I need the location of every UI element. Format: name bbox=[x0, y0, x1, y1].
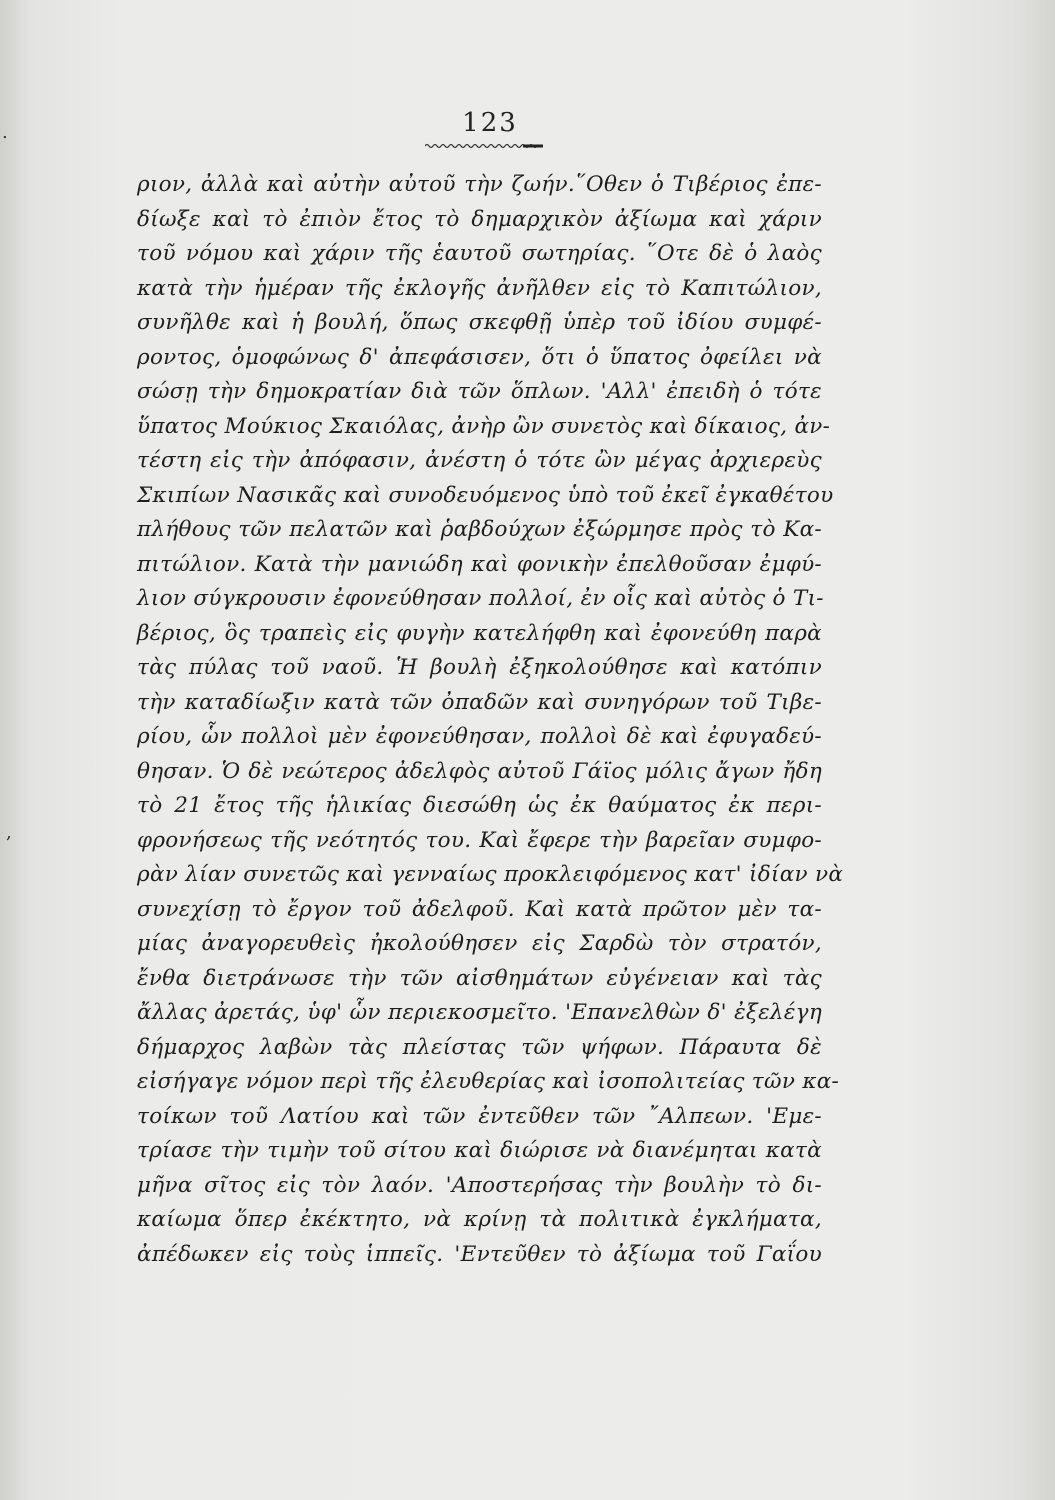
text-line: τὸ 21 ἔτος τῆς ἡλικίας διεσώθη ὡς ἐκ θαύματος ἐκ περι- bbox=[137, 793, 822, 818]
text-line: τοῦ νόμου καὶ χάριν τῆς ἑαυτοῦ σωτηρίας. ῞Οτε δὲ ὁ λαὸς bbox=[137, 241, 822, 266]
text-line: ὕπατος Μούκιος Σκαιόλας, ἀνὴρ ὢν συνετὸς καὶ δίκαιος, ἀν- bbox=[137, 413, 831, 439]
margin-mark-top: . bbox=[2, 122, 8, 143]
text-line: πλήθους τῶν πελατῶν καὶ ῥαβδούχων ἐξώρμησε πρὸς τὸ Κα- bbox=[137, 517, 822, 542]
text-line: τὰς πύλας τοῦ ναοῦ. Ἡ βουλὴ ἐξηκολούθησε καὶ κατόπιν bbox=[137, 655, 822, 680]
text-line: κατὰ τὴν ἡμέραν τῆς ἐκλογῆς ἀνῆλθεν εἰς τὸ Καπιτώλιον, bbox=[137, 275, 822, 301]
text-line: δίωξε καὶ τὸ ἐπιὸν ἔτος τὸ δημαρχικὸν ἀξίωμα καὶ χάριν bbox=[137, 206, 822, 232]
page-number-ornament bbox=[425, 142, 543, 150]
text-line: καίωμα ὅπερ ἐκέκτητο, νὰ κρίνῃ τὰ πολιτικὰ ἐγκλήματα, bbox=[137, 1207, 822, 1232]
text-line: ροντος, ὁμοφώνως δ' ἀπεφάσισεν, ὅτι ὁ ὕπατος ὀφείλει νὰ bbox=[137, 344, 822, 370]
text-line: συνῆλθε καὶ ἡ βουλή, ὅπως σκεφθῇ ὑπὲρ τοῦ ἰδίου συμφέ- bbox=[137, 310, 822, 335]
text-line: ρίου, ὧν πολλοὶ μὲν ἐφονεύθησαν, πολλοὶ δὲ καὶ ἐφυγαδεύ- bbox=[137, 724, 822, 749]
body-text bbox=[137, 168, 844, 1272]
text-line: μῆνα σῖτος εἰς τὸν λαόν. 'Αποστερήσας τὴν βουλὴν τὸ δι- bbox=[137, 1172, 822, 1198]
page-number: 123 bbox=[462, 108, 518, 138]
text-line: μίας ἀναγορευθεὶς ἠκολούθησεν εἰς Σαρδὼ τὸν στρατόν, bbox=[137, 931, 822, 956]
text-line: τὴν καταδίωξιν κατὰ τῶν ὀπαδῶν καὶ συνηγόρων τοῦ Τιβε- bbox=[137, 689, 822, 715]
text-line: λιον σύγκρουσιν ἐφονεύθησαν πολλοί, ἐν οἷς καὶ αὐτὸς ὁ Τι- bbox=[137, 586, 824, 611]
text-line: πιτώλιον. Κατὰ τὴν μανιώδη καὶ φονικὴν ἐπελθοῦσαν ἐμφύ- bbox=[137, 551, 822, 577]
text-line: σώσῃ τὴν δημοκρατίαν διὰ τῶν ὅπλων. 'Αλλ' ἐπειδὴ ὁ τότε bbox=[137, 379, 822, 404]
text-line: ἄλλας ἀρετάς, ὑφ' ὧν περιεκοσμεῖτο. 'Επανελθὼν δ' ἐξελέγη bbox=[137, 1000, 822, 1025]
text-line: φρονήσεως τῆς νεότητός του. Καὶ ἔφερε τὴν βαρεῖαν συμφο- bbox=[137, 827, 822, 853]
margin-mark-middle: , bbox=[6, 822, 12, 843]
text-line: Σκιπίων Νασικᾶς καὶ συνοδευόμενος ὑπὸ τοῦ ἐκεῖ ἐγκαθέτου bbox=[137, 482, 834, 508]
text-line: ἔνθα διετράνωσε τὴν τῶν αἰσθημάτων εὐγένειαν καὶ τὰς bbox=[137, 965, 822, 991]
text-line: ἀπέδωκεν εἰς τοὺς ἱππεῖς. 'Εντεῦθεν τὸ ἀξίωμα τοῦ Γαΐου bbox=[137, 1241, 822, 1267]
text-line: τοίκων τοῦ Λατίου καὶ τῶν ἐντεῦθεν τῶν ῎Αλπεων. 'Εμε- bbox=[137, 1103, 822, 1129]
text-line: τέστη εἰς τὴν ἀπόφασιν, ἀνέστη ὁ τότε ὢν μέγας ἀρχιερεὺς bbox=[137, 448, 822, 473]
text-line: βέριος, ὃς τραπεὶς εἰς φυγὴν κατελήφθη καὶ ἐφονεύθη παρὰ bbox=[137, 620, 822, 646]
text-line: θησαν. Ὁ δὲ νεώτερος ἀδελφὸς αὐτοῦ Γάϊος μόλις ἄγων ἤδη bbox=[137, 758, 822, 784]
text-line: δήμαρχος λαβὼν τὰς πλείστας τῶν ψήφων. Πάραυτα δὲ bbox=[137, 1034, 822, 1060]
text-line: εἰσήγαγε νόμον περὶ τῆς ἐλευθερίας καὶ ἰσοπολιτείας τῶν κα- bbox=[137, 1069, 840, 1094]
text-line: συνεχίσῃ τὸ ἔργον τοῦ ἀδελφοῦ. Καὶ κατὰ πρῶτον μὲν τα- bbox=[137, 896, 822, 922]
text-line: τρίασε τὴν τιμὴν τοῦ σίτου καὶ διώρισε νὰ διανέμηται κατὰ bbox=[137, 1138, 822, 1163]
text-line: ρὰν λίαν συνετῶς καὶ γενναίως προκλειφόμενος κατ' ἰδίαν νὰ bbox=[137, 862, 844, 887]
text-line: ριον, ἀλλὰ καὶ αὐτὴν αὐτοῦ τὴν ζωήν.῞Οθεν ὁ Τιβέριος ἐπε- bbox=[137, 172, 822, 197]
